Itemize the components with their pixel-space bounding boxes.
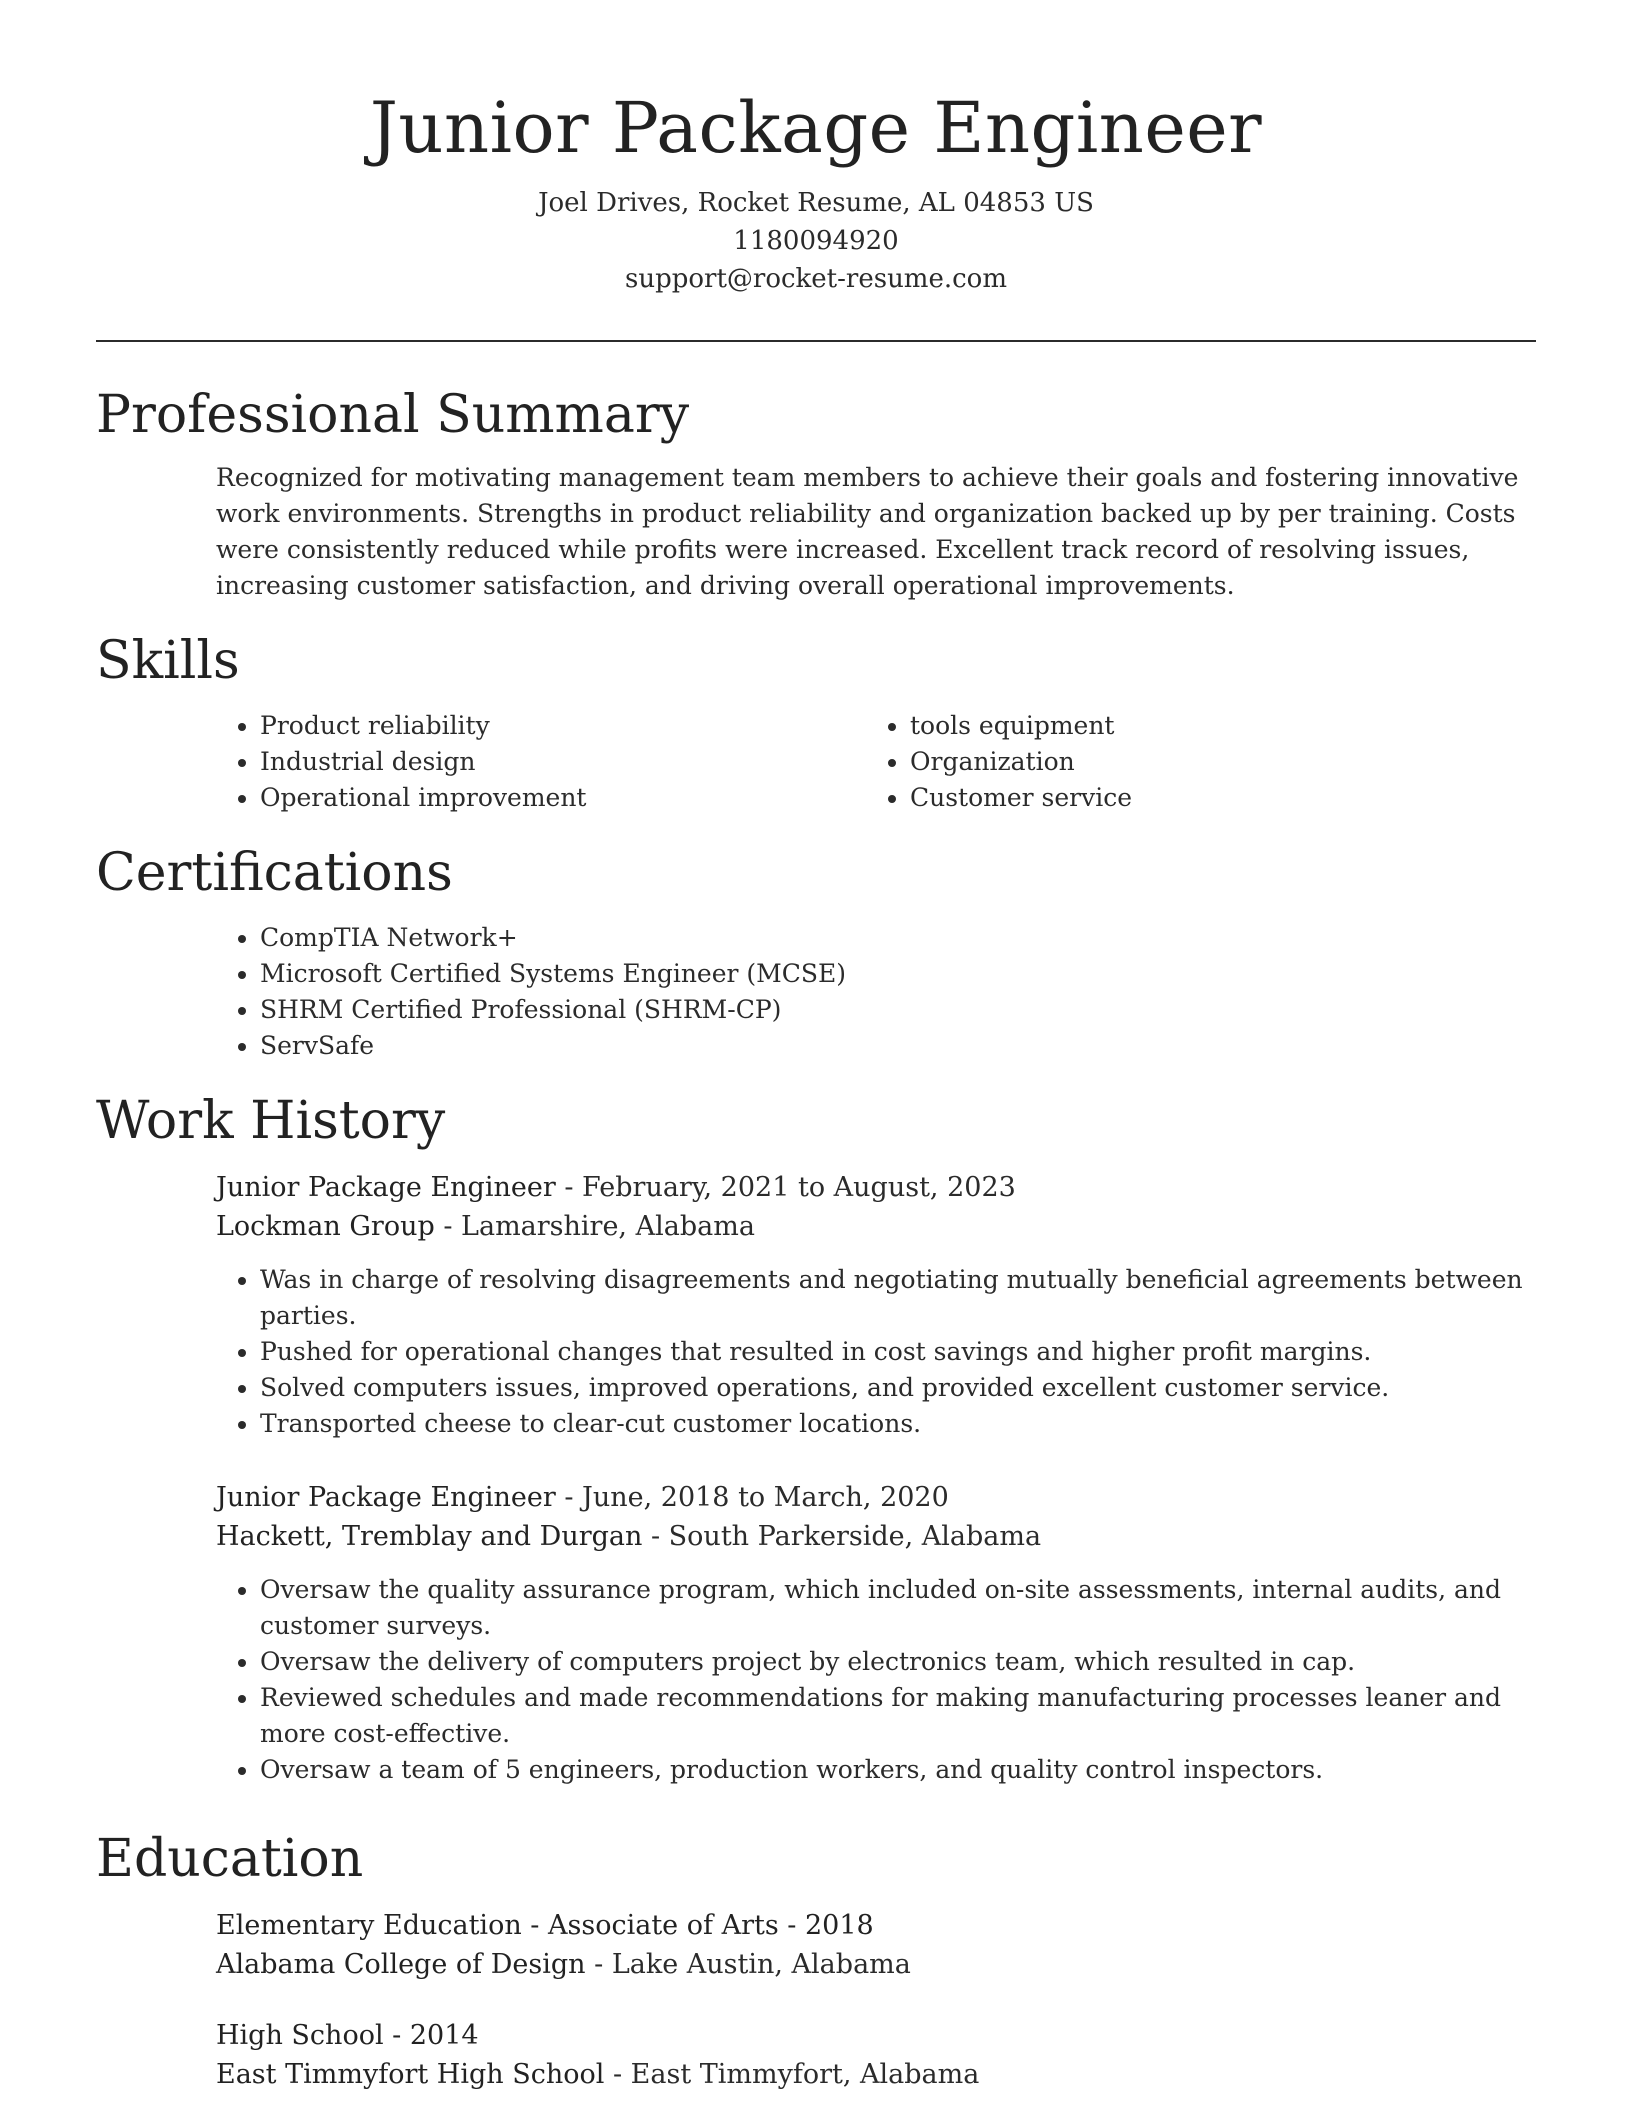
job-dates: - June, 2018 to March, 2020 [555,1482,949,1513]
job-bullet: • Solved computers issues, improved operations, and provided excellent customer service. [260,1370,1536,1406]
job-location: - South Parkerside, Alabama [642,1521,1042,1552]
resume-header [0,0,1632,298]
job-bullet: • Was in charge of resolving disagreements and negotiating mutually beneficial agreements between parties. [260,1262,1536,1334]
certifications-heading: Certifications [96,843,453,903]
job-role: Junior Package Engineer [216,1172,556,1203]
skill-item: • Industrial design [260,744,866,780]
skill-item: • Operational improvement [260,780,866,816]
job-company: Hackett, Tremblay and Durgan [216,1521,643,1552]
education-heading: Education [96,1829,364,1889]
job-entry [216,1168,1536,1442]
education-location: - East Timmyfort, Alabama [604,2059,980,2090]
job-company: Lockman Group [216,1211,435,1242]
job-bullet: • Transported cheese to clear-cut customer locations. [260,1406,1536,1442]
education-school: Alabama College of Design [216,1949,586,1980]
certifications-list [216,920,1536,1064]
job-title-line [216,1478,1536,1517]
skill-item: • Organization [910,744,1516,780]
contact-block [0,184,1632,298]
skills-column-right [866,708,1516,816]
skill-item: • tools equipment [910,708,1516,744]
resume-content [96,380,1536,2126]
job-bullet: • Oversaw a team of 5 engineers, production workers, and quality control inspectors. [260,1752,1536,1788]
job-bullets [216,1572,1536,1788]
job-entry [216,1478,1536,1788]
header-divider [96,340,1536,342]
work-history-list [216,1168,1536,1788]
education-location: - Lake Austin, Alabama [585,1949,911,1980]
job-dates: - February, 2021 to August, 2023 [555,1172,1016,1203]
candidate-title: Junior Package Engineer [369,87,1263,169]
skills-column-left [216,708,866,816]
skill-item: • Customer service [910,780,1516,816]
education-entry [216,2016,1536,2094]
job-company-line [216,1207,1536,1246]
job-bullet: • Reviewed schedules and made recommendations for making manufacturing processes leaner and more cost-effective. [260,1680,1536,1752]
contact-address: Joel Drives, Rocket Resume, AL 04853 US [538,188,1094,218]
certification-item: • SHRM Certified Professional (SHRM-CP) [260,992,1536,1028]
certification-item: • ServSafe [260,1028,1536,1064]
job-bullets [216,1262,1536,1442]
work-history-heading: Work History [96,1091,446,1151]
skill-item: • Product reliability [260,708,866,744]
job-title-line [216,1168,1536,1207]
job-location: - Lamarshire, Alabama [434,1211,755,1242]
job-bullet: • Pushed for operational changes that resulted in cost savings and higher profit margins. [260,1334,1536,1370]
job-bullet: • Oversaw the quality assurance program, which included on-site assessments, internal audits, and customer surveys. [260,1572,1536,1644]
education-school: East Timmyfort High School [216,2059,605,2090]
job-company-line [216,1517,1536,1556]
contact-email: support@rocket-resume.com [624,264,1007,294]
job-role: Junior Package Engineer [216,1482,556,1513]
skills-list [216,708,1536,816]
certification-item: • CompTIA Network+ [260,920,1536,956]
education-list [216,1906,1536,2094]
contact-phone: 1180094920 [733,226,899,256]
education-entry [216,1906,1536,1984]
skills-heading: Skills [96,631,240,691]
education-degree: Elementary Education - Associate of Arts - 2018 [216,1910,874,1941]
education-school-line [216,2055,1536,2094]
job-bullet: • Oversaw the delivery of computers project by electronics team, which resulted in cap. [260,1644,1536,1680]
certification-item: • Microsoft Certified Systems Engineer (MCSE) [260,956,1536,992]
education-degree: High School - 2014 [216,2020,479,2051]
summary-text: Recognized for motivating management team members to achieve their goals and fostering innovative work environments. Strengths in product reliability and organization backed up by per training. Costs were consistently reduced while profits were increased. Excellent track record of resolving issues, increasing customer satisfaction, and driving overall operational improvements. [216,463,1519,600]
summary-heading: Professional Summary [96,385,690,445]
education-school-line [216,1945,1536,1984]
